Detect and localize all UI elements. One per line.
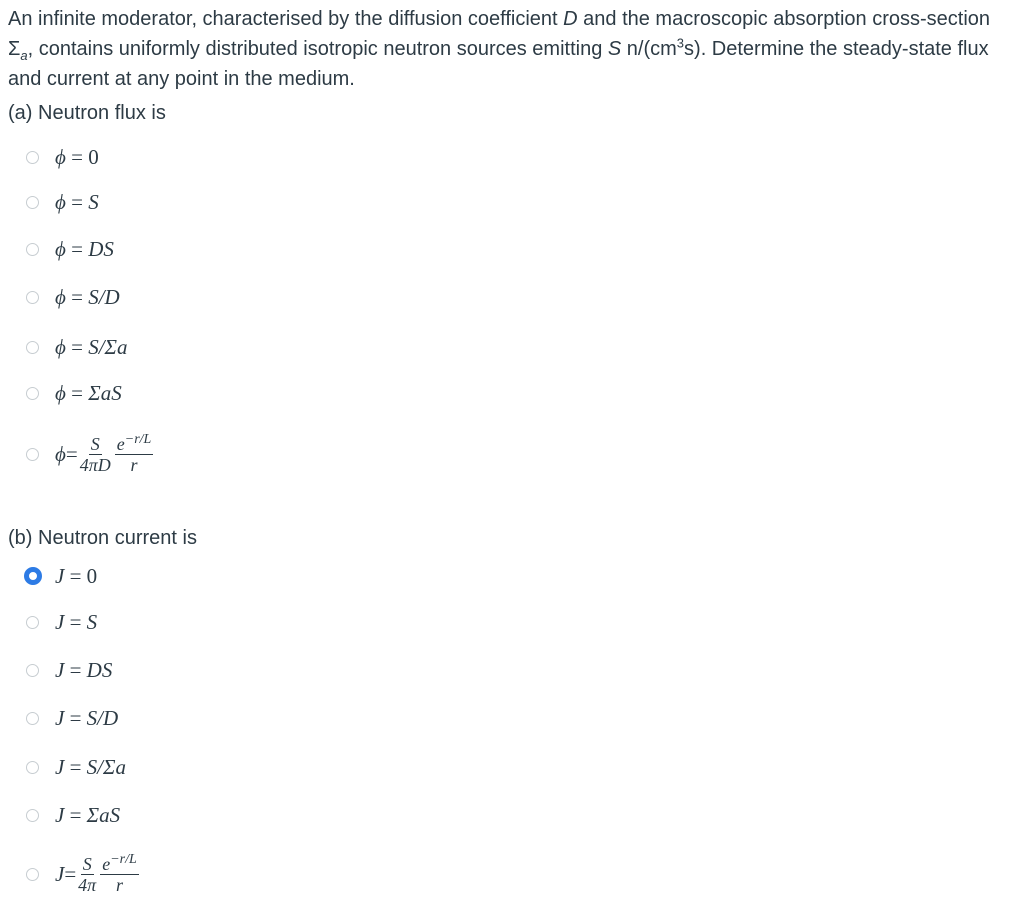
radio-button[interactable] bbox=[26, 664, 39, 677]
flux-option-4[interactable] bbox=[26, 282, 120, 312]
current-option-5[interactable] bbox=[26, 752, 126, 782]
part-a-label: (a) Neutron flux is bbox=[8, 102, 166, 124]
radio-button-selected[interactable] bbox=[24, 567, 42, 585]
radio-button[interactable] bbox=[26, 761, 39, 774]
radio-button[interactable] bbox=[26, 341, 39, 354]
fraction: $\frac{e^{-r/L}}{r}$ bbox=[102, 851, 137, 895]
question-sub-a: a bbox=[20, 48, 28, 63]
question-text-part: An infinite moderator, characterised by the diffusion coefficient bbox=[8, 8, 564, 30]
flux-option-3[interactable] bbox=[26, 234, 114, 264]
current-option-1-label: J = 0 bbox=[55, 563, 98, 588]
flux-option-7[interactable] bbox=[26, 432, 155, 476]
flux-option-1-label: ϕ = 0 bbox=[55, 144, 99, 169]
question-var-d: D bbox=[563, 8, 578, 30]
radio-button[interactable] bbox=[26, 868, 39, 881]
radio-button[interactable] bbox=[26, 151, 39, 164]
question-text-part: s). Determine the steady-state flux and current at any point in the medium. bbox=[8, 38, 989, 90]
question-text-part: n/(cm bbox=[621, 38, 677, 60]
question-text bbox=[8, 4, 1012, 94]
current-option-7[interactable] bbox=[26, 852, 141, 896]
flux-option-7-label: ϕ = $\frac{S}{4\pi D}$ $\frac{e^{-r/L}}{r}$ bbox=[55, 431, 152, 475]
current-option-3[interactable] bbox=[26, 655, 112, 685]
current-option-4-label: J = S/D bbox=[55, 705, 119, 730]
fraction: $\frac{e^{-r/L}}{r}$ bbox=[116, 431, 152, 475]
question-sup-3: 3 bbox=[676, 35, 685, 51]
fraction: $\frac{S}{4\pi}$ bbox=[78, 853, 97, 895]
flux-option-5-label: ϕ = S/Σa bbox=[55, 334, 128, 359]
current-option-3-label: J = DS bbox=[55, 657, 113, 682]
flux-option-6[interactable] bbox=[26, 378, 122, 408]
radio-button[interactable] bbox=[26, 448, 39, 461]
flux-option-5[interactable] bbox=[26, 332, 128, 362]
question-sigma: Σ bbox=[8, 38, 21, 60]
part-b-label: (b) Neutron current is bbox=[8, 527, 197, 549]
radio-button[interactable] bbox=[26, 712, 39, 725]
current-option-1[interactable] bbox=[26, 561, 97, 591]
current-option-4[interactable] bbox=[26, 703, 118, 733]
current-option-2[interactable] bbox=[26, 607, 97, 637]
current-option-5-label: J = S/Σa bbox=[55, 754, 126, 779]
radio-button[interactable] bbox=[26, 387, 39, 400]
radio-button[interactable] bbox=[26, 291, 39, 304]
question-var-s: S bbox=[607, 38, 622, 60]
current-option-6-label: J = ΣaS bbox=[55, 802, 121, 827]
current-option-7-label: J = $\frac{S}{4\pi}$ $\frac{e^{-r/L}}{r}$ bbox=[55, 851, 137, 895]
current-option-2-label: J = S bbox=[55, 609, 98, 634]
flux-option-3-label: ϕ = DS bbox=[55, 236, 114, 261]
fraction: $\frac{S}{4\pi D}$ bbox=[79, 433, 111, 475]
question-text-part: , contains uniformly distributed isotropic neutron sources emitting bbox=[27, 38, 608, 60]
current-option-6[interactable] bbox=[26, 800, 120, 830]
flux-option-2[interactable] bbox=[26, 187, 99, 217]
radio-button[interactable] bbox=[26, 243, 39, 256]
radio-button[interactable] bbox=[26, 616, 39, 629]
flux-option-2-label: ϕ = S bbox=[55, 189, 99, 214]
radio-button[interactable] bbox=[26, 809, 39, 822]
flux-option-6-label: ϕ = ΣaS bbox=[55, 380, 122, 405]
radio-button[interactable] bbox=[26, 196, 39, 209]
flux-option-1[interactable] bbox=[26, 142, 99, 172]
flux-option-4-label: ϕ = S/D bbox=[55, 284, 120, 309]
question-text-part: and the macroscopic absorption cross-section bbox=[577, 8, 991, 30]
